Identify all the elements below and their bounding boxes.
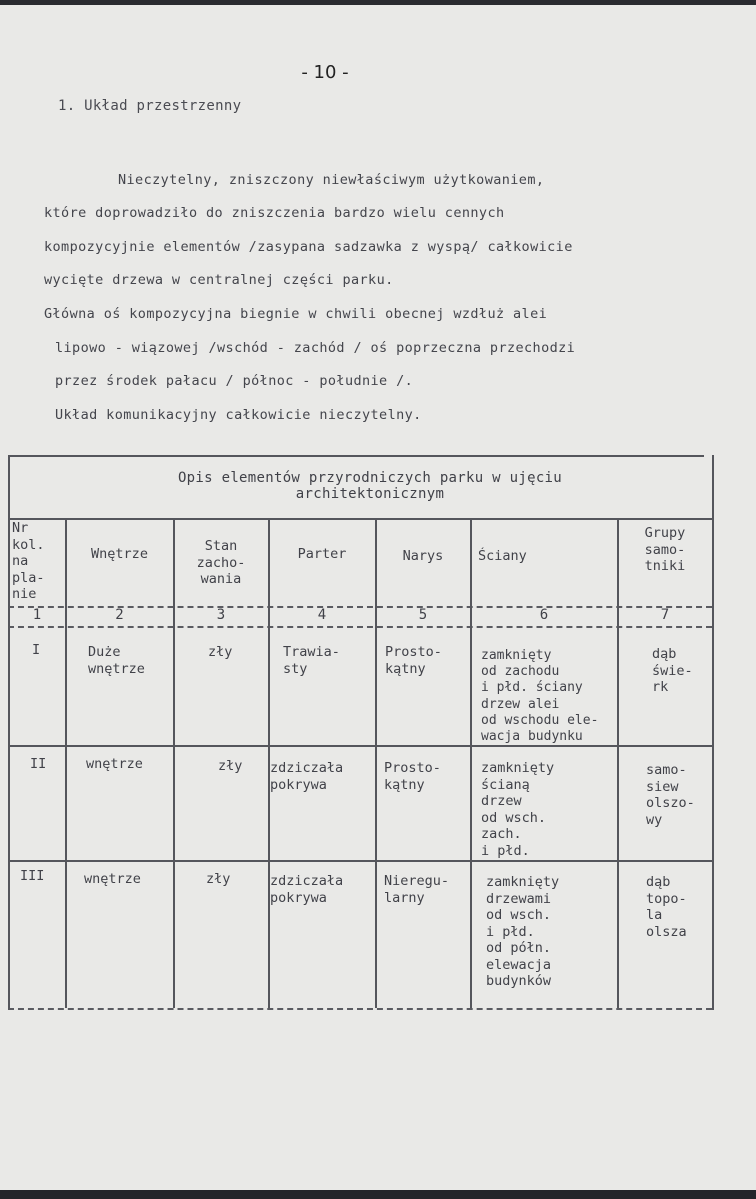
header-sciany: Ściany (478, 548, 527, 564)
row-separator (8, 860, 712, 862)
header-narys: Narys (402, 548, 444, 564)
header-stan: Stan zacho- wania (196, 538, 246, 587)
row-number: II (30, 756, 47, 772)
header-grupy: Grupy samo- tniki (644, 525, 686, 574)
cell-narys: Prosto- kątny (385, 644, 442, 677)
cell-sciany: zamknięty od zachodu i płd. ściany drzew alei od wschodu ele- wacja budynku (481, 648, 599, 745)
paragraph-line: wycięte drzewa w centralnej części parku. (44, 272, 394, 288)
table-title: Opis elementów przyrodniczych parku w ujęciu (177, 470, 563, 486)
header-parter: Parter (297, 546, 347, 562)
paragraph-line: lipowo - wiązowej /wschód - zachód / oś poprzeczna przechodzi (55, 340, 576, 356)
page-number: - 10 - (301, 62, 349, 83)
cell-grupy: dąb topo- la olsza (646, 874, 687, 940)
column-divider (617, 518, 619, 1008)
paragraph-line: przez środek pałacu / północ - południe /. (55, 373, 414, 389)
table-right-border (712, 455, 714, 1010)
header-nr: Nr kol. na pla- nie (12, 520, 45, 602)
cell-stan: zły (218, 758, 243, 774)
table-bottom-border (8, 1008, 712, 1010)
cell-stan: zły (208, 644, 233, 660)
cell-parter: zdziczała pokrywa (270, 760, 344, 793)
table-title-continued: architektonicznym (295, 486, 445, 502)
column-number: 6 (539, 607, 549, 623)
cell-wnetrze: wnętrze (84, 871, 141, 887)
cell-grupy: samo- siew olszo- wy (646, 762, 695, 828)
column-number: 3 (216, 607, 226, 623)
cell-parter: Trawia- sty (283, 644, 340, 677)
cell-wnetrze: Duże wnętrze (88, 644, 145, 677)
column-number: 1 (32, 607, 42, 623)
table-top-border (8, 455, 704, 457)
row-separator (8, 745, 712, 747)
cell-stan: zły (206, 871, 231, 887)
column-number: 4 (317, 607, 327, 623)
cell-narys: Prosto- kątny (384, 760, 441, 793)
section-heading: 1. Układ przestrzenny (58, 98, 242, 114)
column-number: 2 (115, 607, 124, 623)
paragraph-line: które doprowadziło do zniszczenia bardzo wielu cennych (44, 205, 505, 221)
paragraph-line: Główna oś kompozycyjna biegnie w chwili obecnej wzdłuż alei (44, 306, 548, 322)
paragraph-line: Układ komunikacyjny całkowicie nieczytelny. (55, 407, 422, 423)
column-divider (173, 518, 175, 1008)
cell-sciany: zamknięty drzewami od wsch. i płd. od półn. elewacja budynków (486, 874, 560, 989)
cell-parter: zdziczała pokrywa (270, 873, 344, 906)
column-number: 7 (660, 607, 670, 623)
column-divider (65, 518, 67, 1008)
cell-grupy: dąb świe- rk (652, 646, 693, 695)
header-wnetrze: Wnętrze (91, 546, 148, 562)
row-number: I (32, 642, 41, 658)
scan-bottom-edge (0, 1190, 756, 1199)
paragraph-line: kompozycyjnie elementów /zasypana sadzawka z wyspą/ całkowicie (44, 239, 573, 255)
table-left-border (8, 455, 10, 1010)
column-number: 5 (418, 607, 428, 623)
header-bottom-line (8, 626, 712, 628)
scan-top-edge (0, 0, 756, 5)
column-divider (375, 518, 377, 1008)
header-top-line (8, 518, 712, 520)
column-divider (470, 518, 472, 1008)
cell-wnetrze: wnętrze (86, 756, 143, 772)
cell-narys: Nieregu- larny (384, 873, 450, 906)
cell-sciany: zamknięty ścianą drzew od wsch. zach. i płd. (481, 760, 555, 859)
paragraph-line: Nieczytelny, zniszczony niewłaściwym użytkowaniem, (118, 172, 545, 188)
row-number: III (20, 868, 45, 884)
